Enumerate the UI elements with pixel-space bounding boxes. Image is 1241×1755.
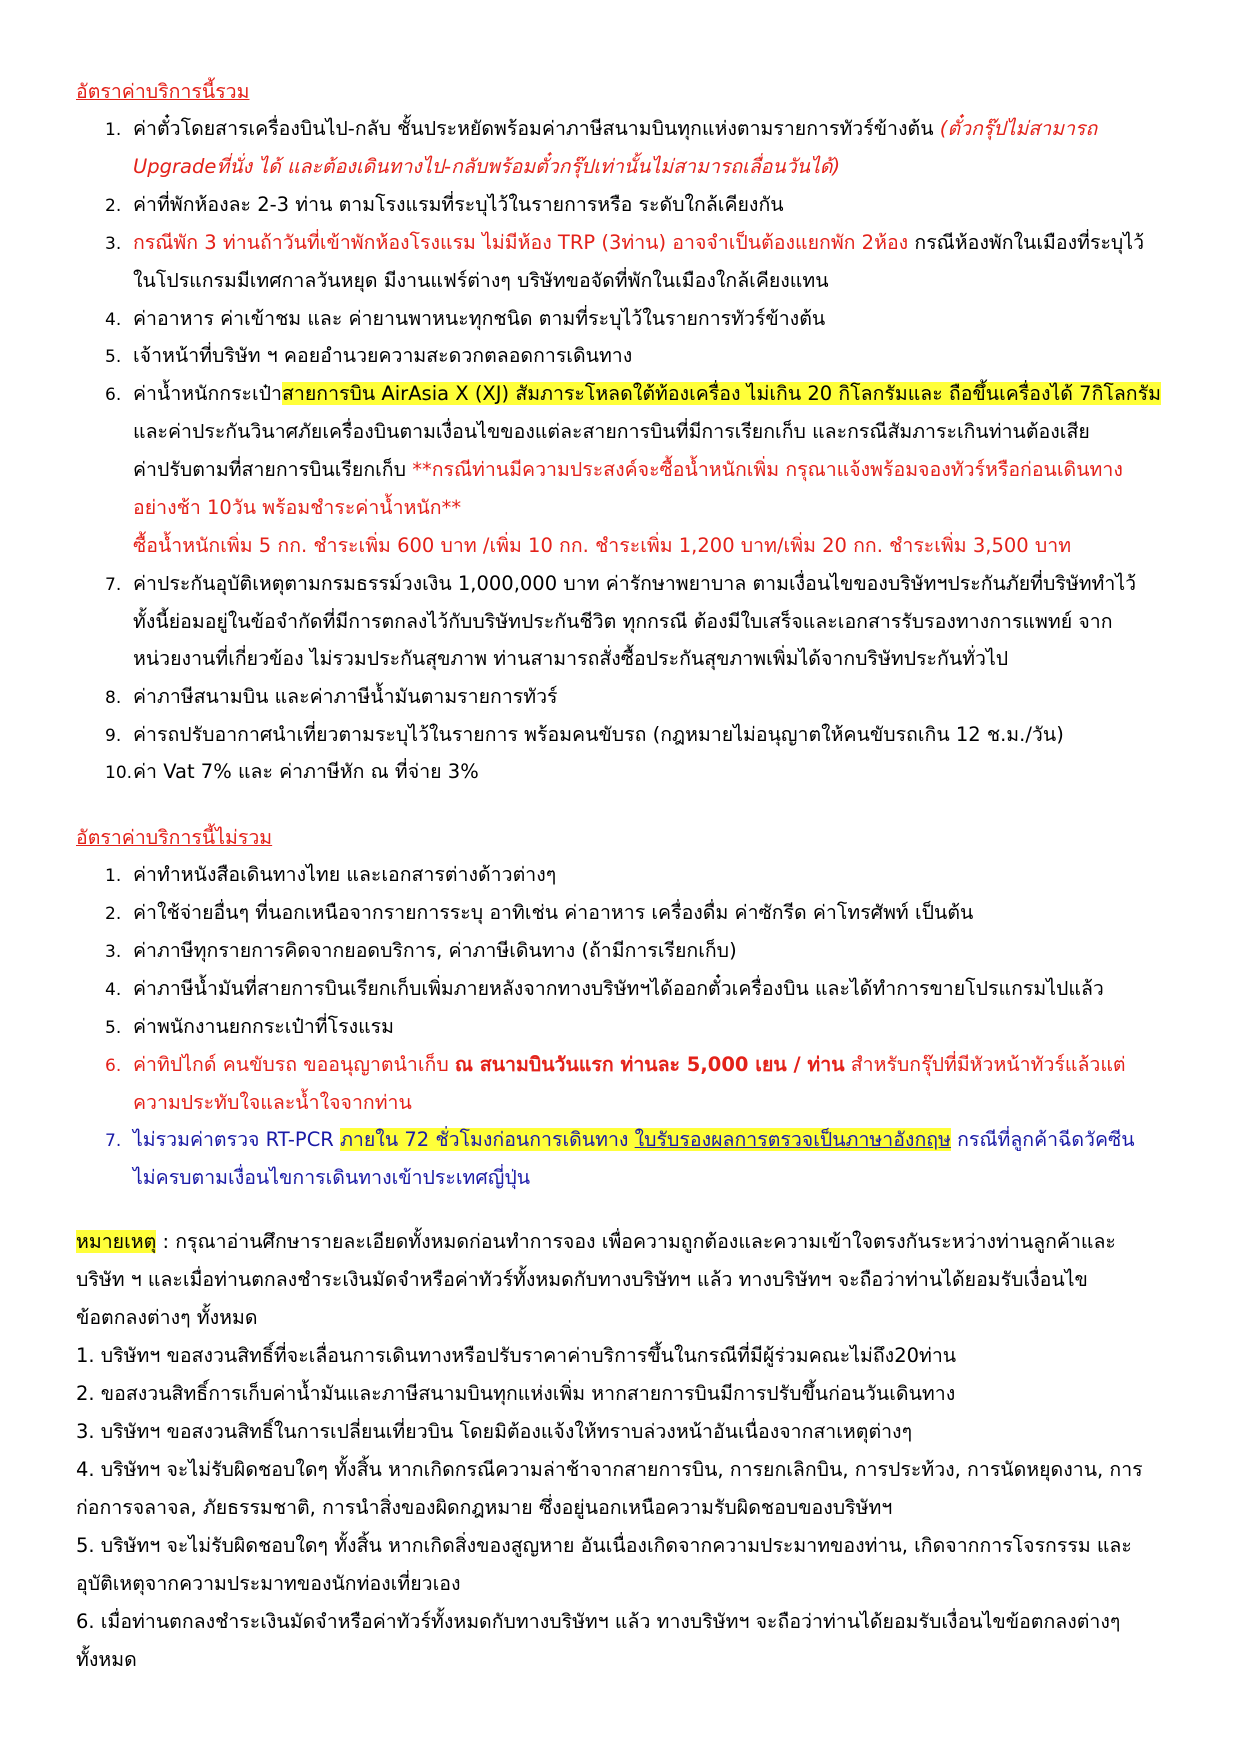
remark-6-line-1: 6. เมื่อท่านตกลงชำระเงินมัดจำหรือค่าทัวร์ทั้งหมดกับทางบริษัทฯ แล้ว ทางบริษัทฯ จะถือว่าท่านได้ยอมรับเงื่อนไขข้อตกลงต่างๆ — [76, 1610, 1121, 1633]
included-heading: อัตราค่าบริการนี้รวม — [76, 80, 250, 103]
included-item-6-line-3: ค่าปรับตามที่สายการบินเรียกเก็บ **กรณีท่านมีความประสงค์จะซื้อน้ำหนักเพิ่ม กรุณาแจ้งพร้อมจองทัวร์หรือก่อนเดินทาง — [133, 458, 1123, 481]
included-item-3-line-1: กรณีพัก 3 ท่านถ้าวันที่เข้าพักห้องโรงแรม ไม่มีห้อง TRP (3ท่าน) อาจจำเป็นต้องแยกพัก 2ห้อง กรณีห้องพักในเมืองที่ระบุไว้ — [133, 231, 1145, 254]
included-item-4-line-1: ค่าอาหาร ค่าเข้าชม และ ค่ายานพาหนะทุกชนิด ตามที่ระบุไว้ในรายการทัวร์ข้างต้น — [133, 307, 826, 330]
excluded-item-number: 7. — [105, 1131, 122, 1151]
remark-5-line-1: 5. บริษัทฯ จะไม่รับผิดชอบใดๆ ทั้งสิ้น หากเกิดสิ่งของสูญหาย อันเนื่องเกิดจากความประมาทของท่าน, เกิดจากการโจรกรรม และ — [76, 1534, 1132, 1557]
included-item-number: 9. — [105, 726, 122, 746]
excluded-item-3-line-1: ค่าภาษีทุกรายการคิดจากยอดบริการ, ค่าภาษีเดินทาง (ถ้ามีการเรียกเก็บ) — [133, 939, 737, 962]
included-item-1-line-1: ค่าตั๋วโดยสารเครื่องบินไป-กลับ ชั้นประหยัดพร้อมค่าภาษีสนามบินทุกแห่งตามรายการทัวร์ข้างต้น (ตั๋วกรุ๊ปไม่สามารถ — [133, 117, 1098, 140]
included-item-7-line-3: หน่วยงานที่เกี่ยวข้อง ไม่รวมประกันสุขภาพ ท่านสามารถสั่งซื้อประกันสุขภาพเพิ่มได้จากบริษัทประกันทั่วไป — [133, 647, 1009, 670]
remark-5-line-2: อุบัติเหตุจากความประมาทของนักท่องเที่ยวเอง — [76, 1572, 461, 1595]
included-item-5-line-1: เจ้าหน้าที่บริษัท ฯ คอยอำนวยความสะดวกตลอดการเดินทาง — [133, 344, 633, 367]
excluded-item-number: 6. — [105, 1056, 122, 1076]
excluded-item-number: 2. — [105, 904, 122, 924]
remark-2: 2. ขอสงวนสิทธิ์การเก็บค่าน้ำมันและภาษีสนามบินทุกแห่งเพิ่ม หากสายการบินมีการปรับขึ้นก่อนวันเดินทาง — [76, 1382, 956, 1405]
included-item-1-line-2: Upgradeที่นั่ง ได้ และต้องเดินทางไป-กลับพร้อมตั๋วกรุ๊ปเท่านั้นไม่สามารถเลื่อนวันได้) — [133, 155, 841, 178]
included-item-number: 4. — [105, 310, 122, 330]
excluded-item-number: 3. — [105, 942, 122, 962]
included-item-10-line-1: ค่า Vat 7% และ ค่าภาษีหัก ณ ที่จ่าย 3% — [133, 760, 479, 783]
included-item-number: 2. — [105, 196, 122, 216]
included-item-3-line-2: ในโปรแกรมมีเทศกาลวันหยุด มีงานแฟร์ต่างๆ บริษัทขอจัดที่พักในเมืองใกล้เคียงแทน — [133, 269, 829, 292]
excluded-item-4-line-1: ค่าภาษีน้ำมันที่สายการบินเรียกเก็บเพิ่มภายหลังจากทางบริษัทฯได้ออกตั๋วเครื่องบิน และได้ทำการขายโปรแกรมไปแล้ว — [133, 977, 1104, 1000]
highlighted-text: สายการบิน AirAsia X (XJ) สัมภาระโหลดใต้ท้องเครื่อง ไม่เกิน 20 กิโลกรัมและ ถือขึ้นเครื่องได้ 7กิโลกรัม — [282, 382, 1161, 405]
included-item-6-line-4: อย่างช้า 10วัน พร้อมชำระค่าน้ำหนัก** — [133, 496, 462, 519]
excluded-item-2-line-1: ค่าใช้จ่ายอื่นๆ ที่นอกเหนือจากรายการระบุ อาทิเช่น ค่าอาหาร เครื่องดื่ม ค่าซักรีด ค่าโทรศัพท์ เป็นต้น — [133, 901, 974, 924]
excluded-item-7-line-2: ไม่ครบตามเงื่อนไขการเดินทางเข้าประเทศญี่ปุ่น — [133, 1166, 531, 1189]
remarks-intro-line-2: บริษัท ฯ และเมื่อท่านตกลงชำระเงินมัดจำหรือค่าทัวร์ทั้งหมดกับทางบริษัทฯ แล้ว ทางบริษัทฯ จะถือว่าท่านได้ยอมรับเงื่อนไข — [76, 1268, 1088, 1291]
included-item-7-line-1: ค่าประกันอุบัติเหตุตามกรมธรรม์วงเงิน 1,000,000 บาท ค่ารักษาพยาบาล ตามเงื่อนไขของบริษัทฯประกันภัยที่บริษัททำไว้ — [133, 572, 1137, 595]
included-item-number: 10. — [105, 763, 133, 783]
remarks-intro-line-3: ข้อตกลงต่างๆ ทั้งหมด — [76, 1306, 258, 1329]
included-item-6-line-2: และค่าประกันวินาศภัยเครื่องบินตามเงื่อนไขของแต่ละสายการบินที่มีการเรียกเก็บ และกรณีสัมภาระเกินท่านต้องเสีย — [133, 420, 1090, 443]
excluded-heading: อัตราค่าบริการนี้ไม่รวม — [76, 826, 273, 849]
remark-1: 1. บริษัทฯ ขอสงวนสิทธิ์ที่จะเลื่อนการเดินทางหรือปรับราคาค่าบริการขึ้นในกรณีที่มีผู้ร่วมคณะไม่ถึง20ท่าน — [76, 1344, 957, 1367]
excluded-item-6-line-2: ความประทับใจและน้ำใจจากท่าน — [133, 1091, 412, 1114]
excluded-item-6-line-1: ค่าทิปไกด์ คนขับรถ ขออนุญาตนำเก็บ ณ สนามบินวันแรก ท่านละ 5,000 เยน / ท่าน สำหรับกรุ๊ปที่มีหัวหน้าทัวร์แล้วแต่ — [133, 1053, 1126, 1076]
excluded-item-number: 1. — [105, 866, 122, 886]
excluded-item-1-line-1: ค่าทำหนังสือเดินทางไทย และเอกสารต่างด้าวต่างๆ — [133, 863, 557, 886]
included-item-number: 7. — [105, 575, 122, 595]
included-item-7-line-2: ทั้งนี้ย่อมอยู่ในข้อจำกัดที่มีการตกลงไว้กับบริษัทประกันชีวิต ทุกกรณี ต้องมีใบเสร็จและเอกสารรับรองทางการแพทย์ จาก — [133, 610, 1113, 633]
highlighted-text: ภายใน 72 ชั่วโมงก่อนการเดินทาง — [340, 1128, 629, 1151]
highlighted-underlined-text: ใบรับรองผลการตรวจเป็นภาษาอังกฤษ — [634, 1128, 951, 1151]
included-item-number: 5. — [105, 347, 122, 367]
included-item-9-line-1: ค่ารถปรับอากาศนำเที่ยวตามระบุไว้ในรายการ พร้อมคนขับรถ (กฎหมายไม่อนุญาตให้คนขับรถเกิน 12 ช.ม./วัน) — [133, 723, 1064, 746]
remark-3: 3. บริษัทฯ ขอสงวนสิทธิ์ในการเปลี่ยนเที่ยวบิน โดยมิต้องแจ้งให้ทราบล่วงหน้าอันเนื่องจากสาเหตุต่างๆ — [76, 1420, 913, 1443]
excluded-item-number: 4. — [105, 980, 122, 1000]
included-item-number: 1. — [105, 120, 122, 140]
included-item-number: 8. — [105, 688, 122, 708]
excluded-item-7-line-1: ไม่รวมค่าตรวจ RT-PCR ภายใน 72 ชั่วโมงก่อนการเดินทาง ใบรับรองผลการตรวจเป็นภาษาอังกฤษ กรณีที่ลูกค้าฉีดวัคซีน — [133, 1128, 1135, 1151]
remarks-label: หมายเหตุ — [76, 1230, 157, 1253]
excluded-item-number: 5. — [105, 1018, 122, 1038]
included-item-number: 6. — [105, 385, 122, 405]
remarks-intro-line-1: หมายเหตุ : กรุณาอ่านศึกษารายละเอียดทั้งหมดก่อนทำการจอง เพื่อความถูกต้องและความเข้าใจตรงกันระหว่างท่านลูกค้าและ — [76, 1230, 1116, 1253]
remark-6-line-2: ทั้งหมด — [76, 1648, 137, 1671]
remark-4-line-2: ก่อการจลาจล, ภัยธรรมชาติ, การนำสิ่งของผิดกฎหมาย ซึ่งอยู่นอกเหนือความรับผิดชอบของบริษัทฯ — [76, 1496, 893, 1519]
included-item-number: 3. — [105, 234, 122, 254]
included-item-8-line-1: ค่าภาษีสนามบิน และค่าภาษีน้ำมันตามรายการทัวร์ — [133, 685, 558, 708]
excluded-item-5-line-1: ค่าพนักงานยกกระเป๋าที่โรงแรม — [133, 1015, 394, 1038]
remark-4-line-1: 4. บริษัทฯ จะไม่รับผิดชอบใดๆ ทั้งสิ้น หากเกิดกรณีความล่าช้าจากสายการบิน, การยกเลิกบิน, การประท้วง, การนัดหยุดงาน, การ — [76, 1458, 1143, 1481]
included-item-2-line-1: ค่าที่พักห้องละ 2-3 ท่าน ตามโรงแรมที่ระบุไว้ในรายการหรือ ระดับใกล้เคียงกัน — [133, 193, 784, 216]
included-item-6-line-1: ค่าน้ำหนักกระเป๋าสายการบิน AirAsia X (XJ) สัมภาระโหลดใต้ท้องเครื่อง ไม่เกิน 20 กิโลกรัมและ ถือขึ้นเครื่องได้ 7กิโลกรัม — [133, 382, 1161, 405]
included-item-6-line-5: ซื้อน้ำหนักเพิ่ม 5 กก. ชำระเพิ่ม 600 บาท /เพิ่ม 10 กก. ชำระเพิ่ม 1,200 บาท/เพิ่ม 20 กก. ชำระเพิ่ม 3,500 บาท — [133, 534, 1072, 557]
